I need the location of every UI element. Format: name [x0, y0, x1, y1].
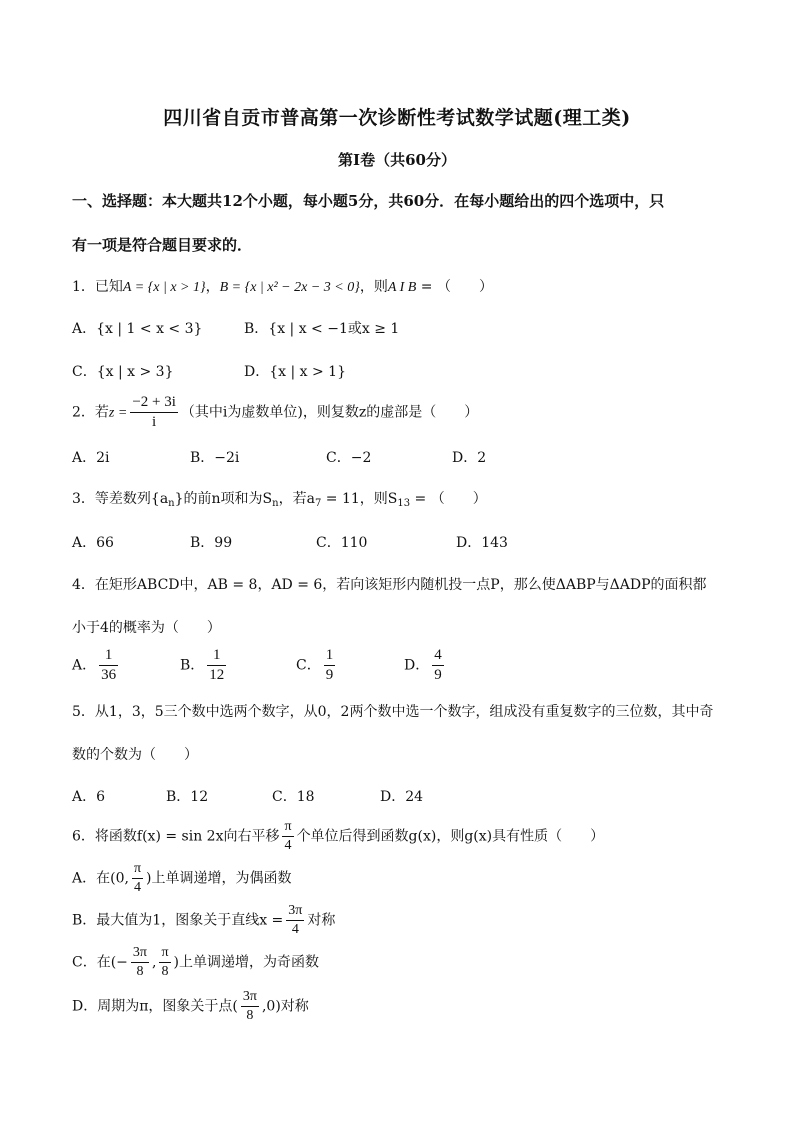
q3-option-d: D．143: [456, 535, 508, 551]
q3-option-c: C．110: [316, 535, 368, 551]
q4-option-a-letter: A．: [72, 657, 97, 674]
q4-option-b-numerator: 1: [207, 648, 226, 666]
question-2: [72, 395, 478, 430]
q1-prefix: 1．已知: [72, 279, 123, 295]
q6-option-a: [72, 862, 291, 895]
question-4-line-2: 小于4的概率为（ ）: [72, 620, 221, 636]
q5-option-b: B．12: [166, 789, 209, 805]
q4-option-a-fraction: [99, 648, 118, 683]
q2-prefix: 2．若: [72, 404, 109, 421]
question-5-line-1: 5．从1，3，5三个数中选两个数字，从0，2两个数中选一个数字，组成没有重复数字的三位数，其中奇: [72, 704, 714, 720]
q4-option-b-letter: B．: [180, 657, 205, 674]
q6-option-c-numerator-2: π: [159, 946, 170, 963]
q6-fraction-denominator: 4: [284, 838, 292, 853]
q6-option-b-numerator: 3π: [286, 904, 304, 921]
q3-text-3: ，若a: [278, 491, 315, 507]
q4-option-d-numerator: 4: [432, 648, 444, 666]
q2-rest: （其中i为虚数单位)，则复数z的虚部是（ ）: [180, 404, 479, 421]
question-6: [72, 820, 604, 853]
q6-option-c-denominator-1: 8: [136, 964, 144, 979]
q1-end: = （ ）: [416, 279, 493, 295]
q1-set-a: A = {x | x > 1}: [122, 280, 206, 295]
q1-option-a: A．{x | 1 < x < 3}: [72, 321, 203, 337]
q6-fraction-numerator: π: [282, 820, 293, 837]
q6-option-d-pre: D．周期为π，图象关于点(: [72, 998, 238, 1015]
q6-prefix: 6．将函数f(x) = sin 2x向右平移: [72, 828, 280, 845]
q6-option-a-denominator: 4: [133, 880, 141, 895]
q6-option-c-fraction-1: [131, 946, 149, 979]
q4-option-c-letter: C．: [296, 657, 321, 674]
q6-option-c-denominator-2: 8: [161, 964, 169, 979]
q2-fraction: [130, 395, 178, 430]
q4-option-d-denominator: 9: [434, 667, 442, 683]
q4-option-b: [180, 648, 229, 683]
q6-option-a-post: )上单调递增，为偶函数: [146, 870, 292, 887]
q4-option-a-numerator: 1: [99, 648, 118, 666]
q4-option-c-numerator: 1: [324, 648, 336, 666]
question-1: [72, 276, 493, 296]
q6-option-d: [72, 990, 309, 1023]
q6-option-d-fraction: [241, 990, 259, 1023]
q2-lhs: z =: [108, 405, 128, 421]
section-subtitle: 第Ⅰ卷（共60分）: [338, 151, 456, 169]
q3-text-4: = 11，则S: [321, 491, 398, 507]
question-4-line-1: 4．在矩形ABCD中，AB = 8，AD = 6，若向该矩形内随机投一点P，那么使ΔABP与ΔADP的面积都: [72, 577, 707, 593]
q6-suffix: 个单位后得到函数g(x)，则g(x)具有性质（ ）: [296, 828, 605, 845]
q6-option-a-pre: A．在(0,: [72, 870, 129, 887]
q6-option-c-mid: ,: [151, 954, 157, 971]
q2-option-b: B．−2i: [190, 450, 240, 466]
q6-option-d-numerator: 3π: [241, 990, 259, 1007]
q5-option-d: D．24: [380, 789, 424, 805]
q4-option-c-denominator: 9: [325, 667, 334, 683]
q6-option-b-fraction: [286, 904, 304, 937]
question-3: [72, 488, 487, 509]
q1-mid: ，则: [359, 279, 388, 295]
q1-option-d: D．{x | x > 1}: [244, 364, 346, 380]
q6-option-a-fraction: [132, 862, 143, 895]
q1-expression: A I B: [387, 280, 417, 295]
q2-option-d: D．2: [452, 450, 487, 466]
q1-set-b: B = {x | x² − 2x − 3 < 0}: [219, 280, 360, 295]
q5-option-c: C．18: [272, 789, 315, 805]
q1-option-c: C．{x | x > 3}: [72, 364, 174, 380]
q6-option-a-numerator: π: [132, 862, 143, 879]
q6-option-c-post: )上单调递增，为奇函数: [173, 954, 319, 971]
section-instructions-line-1: 一、选择题：本大题共12个小题，每小题5分，共60分．在每小题给出的四个选项中，只: [72, 192, 665, 210]
q6-option-b-post: 对称: [307, 912, 336, 929]
page-title: 四川省自贡市普高第一次诊断性考试数学试题(理工类): [163, 107, 631, 129]
q3-text-1: 3．等差数列{a: [72, 491, 169, 507]
q4-option-c-fraction: [324, 648, 336, 683]
q2-fraction-numerator: −2 + 3i: [130, 395, 178, 413]
q6-option-b: [72, 904, 335, 937]
q2-fraction-denominator: i: [152, 414, 157, 430]
q6-option-c: [72, 946, 319, 979]
q4-option-a-denominator: 36: [101, 667, 117, 683]
q4-option-d-fraction: [432, 648, 444, 683]
q3-subscript-13: 13: [397, 498, 411, 509]
q6-option-d-denominator: 8: [246, 1008, 254, 1023]
question-5-line-2: 数的个数为（ ）: [72, 747, 198, 763]
q4-option-b-denominator: 12: [209, 667, 225, 683]
q6-fraction: [282, 820, 293, 853]
q6-option-b-denominator: 4: [291, 922, 299, 937]
q6-option-b-pre: B．最大值为1，图象关于直线x =: [72, 912, 284, 929]
q4-option-d-letter: D．: [404, 657, 430, 674]
q3-text-5: = （ ）: [410, 491, 487, 507]
q3-option-a: A．66: [72, 535, 114, 551]
q3-text-2: }的前n项和为S: [174, 491, 273, 507]
q5-option-a: A．6: [72, 789, 106, 805]
q3-subscript-n: n: [168, 498, 175, 509]
q4-option-d: [404, 648, 447, 683]
q2-option-a: A．2i: [72, 450, 110, 466]
q4-option-a: [72, 648, 121, 683]
q6-option-d-post: ,0)对称: [261, 998, 309, 1015]
q4-option-b-fraction: [207, 648, 226, 683]
q1-option-b: B．{x | x < −1或x ≥ 1: [244, 321, 400, 337]
q1-separator: ，: [205, 279, 220, 295]
q6-option-c-fraction-2: [159, 946, 170, 979]
q4-option-c: [296, 648, 338, 683]
q6-option-c-pre: C．在(−: [72, 954, 128, 971]
q6-option-c-numerator-1: 3π: [131, 946, 149, 963]
q2-option-c: C．−2: [326, 450, 372, 466]
q3-subscript-n-2: n: [272, 498, 279, 509]
q3-option-b: B．99: [190, 535, 233, 551]
q3-subscript-7: 7: [314, 498, 322, 509]
section-instructions-line-2: 有一项是符合题目要求的．: [72, 236, 253, 254]
